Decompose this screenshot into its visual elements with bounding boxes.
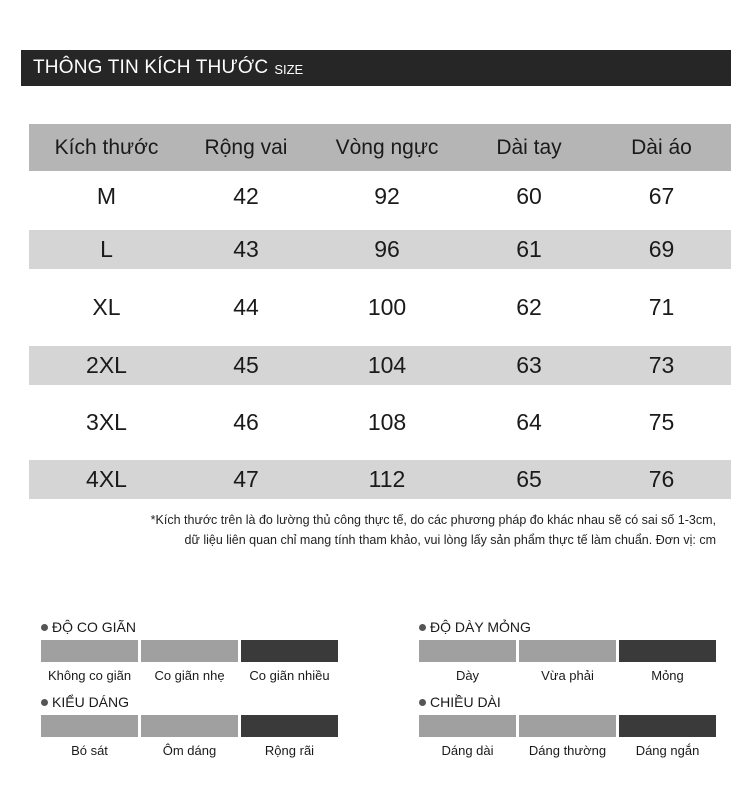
table-cell: 45 (233, 352, 259, 378)
table-cell: 108 (367, 409, 407, 435)
stretch-scale (41, 618, 341, 683)
table-cell: 4XL (86, 466, 127, 492)
note-line: *Kích thước trên là đo lường thủ công thực tế, do các phương pháp đo khác nhau sẽ có sai số 1-3cm, (150, 513, 716, 527)
scale-bar (41, 640, 138, 662)
scale-bar (419, 640, 516, 662)
scale-option: Dáng dài (441, 743, 494, 758)
table-cell: XL (92, 294, 121, 320)
table-cell: 112 (368, 466, 406, 492)
table-row (29, 230, 731, 269)
table-cell: 44 (233, 294, 259, 320)
scale-option: Không co giãn (47, 668, 132, 683)
length-scale (419, 693, 719, 758)
column-header-size: Kích thước (54, 135, 159, 159)
scale-option: Co giãn nhẹ (154, 668, 225, 683)
table-cell: 73 (648, 352, 675, 378)
column-header-sleeve: Dài tay (496, 135, 562, 159)
scale-bar (141, 640, 238, 662)
table-cell: 2XL (86, 352, 127, 378)
scale-option: Dáng ngắn (635, 743, 700, 758)
table-row (29, 460, 731, 499)
scale-bar (141, 715, 238, 737)
table-cell: 64 (516, 409, 542, 435)
bullet-icon (41, 699, 48, 706)
stretch-label: ĐỘ CO GIÃN (52, 619, 137, 635)
bullet-icon (419, 624, 426, 631)
column-header-chest: Vòng ngực (335, 135, 439, 159)
scale-bar-selected (241, 640, 338, 662)
table-cell: 92 (374, 182, 400, 209)
scale-bar-selected (619, 640, 716, 662)
table-cell: 60 (516, 182, 542, 209)
table-cell: L (100, 236, 113, 262)
thickness-scale (419, 618, 719, 683)
table-cell: 69 (648, 236, 675, 262)
scale-bar-selected (241, 715, 338, 737)
bullet-icon (41, 624, 48, 631)
table-cell: 71 (648, 294, 675, 320)
table-cell: 3XL (86, 409, 127, 435)
scale-bar (519, 715, 616, 737)
scale-option: Vừa phải (541, 668, 594, 683)
title-bar (21, 50, 731, 86)
table-cell: 75 (648, 409, 675, 435)
scale-option: Dày (455, 668, 480, 683)
page-title: THÔNG TIN KÍCH THƯỚC (33, 57, 269, 78)
table-cell: 43 (233, 236, 259, 262)
table-cell: 46 (233, 409, 259, 435)
table-cell: 65 (516, 466, 542, 492)
table-cell: 62 (516, 294, 542, 320)
table-row (29, 385, 731, 460)
scale-option: Co giãn nhiều (249, 668, 330, 683)
fit-scale (41, 693, 341, 758)
scale-bar (41, 715, 138, 737)
table-row (29, 269, 731, 346)
table-row (29, 346, 731, 385)
table-cell: 67 (648, 182, 675, 209)
table-cell: 100 (367, 294, 407, 320)
scale-option: Ôm dáng (162, 743, 217, 758)
table-cell: 104 (367, 352, 407, 378)
table-cell: M (96, 182, 117, 209)
scale-option: Rộng rãi (264, 743, 315, 758)
measurement-note (40, 510, 716, 550)
table-row (29, 171, 731, 221)
page-subtitle: SIZE (274, 62, 304, 77)
length-label: CHIỀU DÀI (430, 694, 501, 710)
table-cell: 47 (233, 466, 259, 492)
table-cell: 63 (516, 352, 542, 378)
scale-option: Dáng thường (528, 743, 607, 758)
scale-option: Bó sát (71, 743, 108, 758)
scale-option: Mỏng (651, 668, 684, 683)
bullet-icon (419, 699, 426, 706)
size-table (29, 124, 731, 499)
table-cell: 61 (516, 236, 542, 262)
thickness-label: ĐỘ DÀY MỎNG (430, 619, 531, 635)
fit-label: KIỂU DÁNG (52, 694, 130, 710)
table-cell: 96 (374, 236, 400, 262)
table-header-row (29, 124, 731, 171)
note-line: dữ liệu liên quan chỉ mang tính tham khảo, vui lòng lấy sản phẩm thực tế làm chuẩn. Đơn vị: cm (184, 533, 716, 547)
column-header-length: Dài áo (631, 135, 692, 159)
table-cell: 42 (233, 182, 259, 209)
column-header-shoulder: Rộng vai (204, 135, 288, 159)
scale-bar-selected (619, 715, 716, 737)
scale-bar (419, 715, 516, 737)
table-cell: 76 (648, 466, 675, 492)
scale-bar (519, 640, 616, 662)
